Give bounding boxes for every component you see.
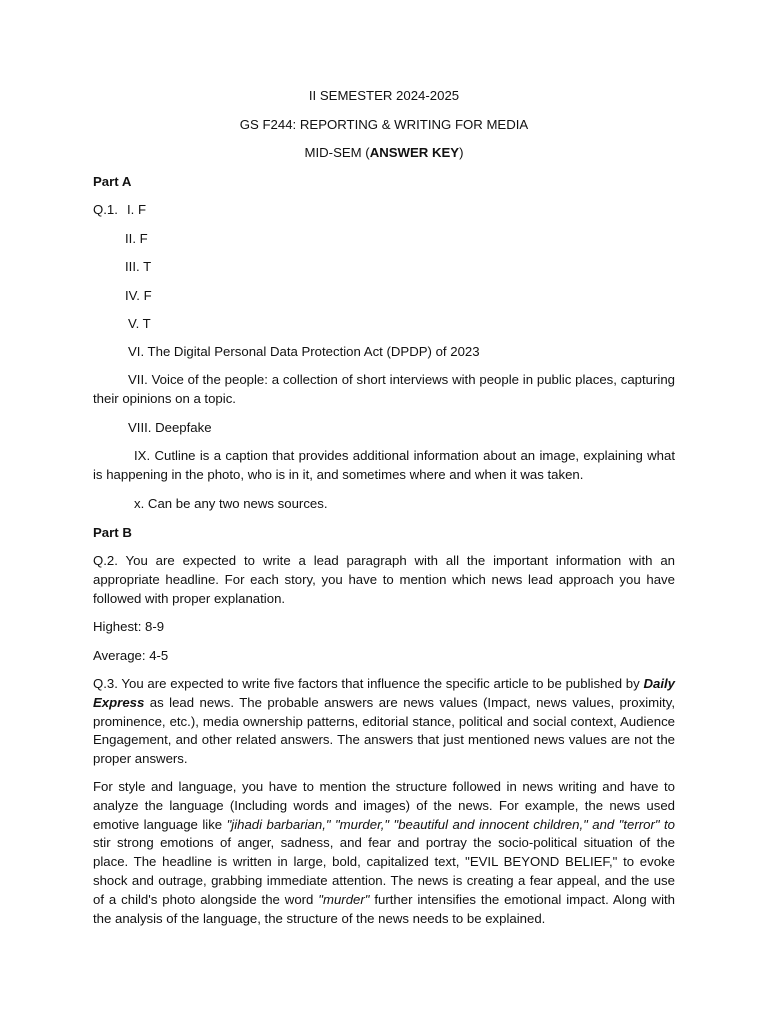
q1-item-10: x. Can be any two news sources. (134, 496, 328, 511)
highest-score: Highest: 8-9 (93, 619, 165, 634)
q1-item-2: II. F (125, 231, 148, 246)
style-text-3: further intensifies the emotional impact. Along with the analysis of the language, the structure of the news needs to be explained. (93, 891, 676, 926)
q1-item-1: I. F (127, 202, 147, 217)
q1-label: Q.1. (93, 202, 118, 217)
style-murder-quote: "murder" (318, 891, 370, 907)
average-score: Average: 4-5 (93, 648, 169, 663)
part-a-heading: Part A (93, 174, 132, 189)
style-text-1: For style and language, you have to mention the structure followed in news writing and have to analyze the language (Including words and images) of the news. For example, the news used emotive language like (93, 779, 675, 832)
style-emotive-quotes: "jihadi barbarian," "murder," "beautiful and innocent children," and "terror" to (226, 816, 675, 832)
course-heading: GS F244: REPORTING & WRITING FOR MEDIA (239, 117, 529, 132)
q1-item-8: VIII. Deepfake (128, 420, 212, 435)
q2-paragraph: Q.2. You are expected to write a lead paragraph with all the important information with an appropriate headline. For each story, you have to mention which news lead approach you have followed with proper explanation. (93, 553, 675, 606)
q1-item-4: IV. F (125, 288, 152, 303)
q1-item-6: VI. The Digital Personal Data Protection Act (DPDP) of 2023 (128, 344, 480, 359)
daily-express-name: Daily Express (93, 676, 675, 710)
part-b-heading: Part B (93, 525, 132, 540)
style-text-2: stir strong emotions of anger, sadness, and fear and portray the socio-political situation of the place. The headline is written in large, bold, capitalized text, "EVIL BEYOND BELIEF," to evoke shock and outrage, grabbing immediate attention. The news is creating a fear appeal, and the use of a child's photo alongside the word (93, 835, 675, 907)
answer-key-label: ANSWER KEY (369, 145, 460, 160)
exam-prefix: MID-SEM ( (304, 145, 370, 160)
q1-item-9: IX. Cutline is a caption that provides additional information about an image, explaining what is happening in the photo, who is in it, and sometimes where and when it was taken. (93, 448, 675, 482)
exam-suffix: ) (459, 145, 464, 160)
style-language-paragraph (93, 778, 675, 928)
q1-item-5: V. T (128, 316, 151, 331)
q3-paragraph (93, 675, 675, 769)
q1-item-3: III. T (125, 259, 152, 274)
q3-text-1: Q.3. You are expected to write five factors that influence the specific article to be published by (93, 676, 644, 691)
exam-heading (0, 145, 768, 161)
q1-item-7: VII. Voice of the people: a collection of short interviews with people in public places, capturing their opinions on a topic. (93, 372, 675, 406)
q3-text-2: as lead news. The probable answers are news values (Impact, news values, proximity, prominence, etc.), media ownership patterns, editorial stance, political and social context, Audience Engagement, and other related answers. The answers that just mentioned news values are not the proper answers. (93, 694, 675, 767)
semester-heading: II SEMESTER 2024-2025 (308, 88, 460, 103)
